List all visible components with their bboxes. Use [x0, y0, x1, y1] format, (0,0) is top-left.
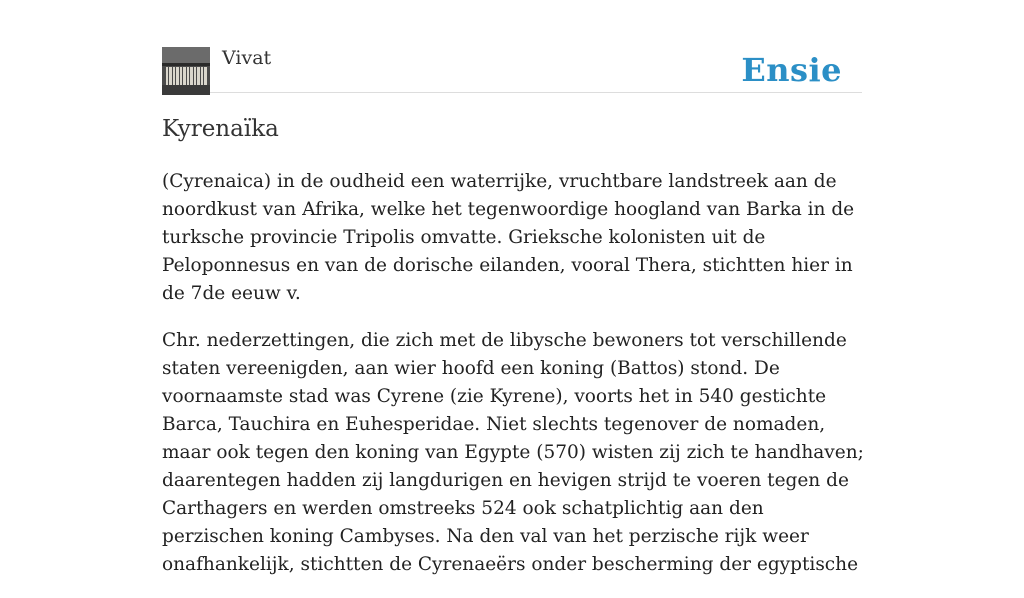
bookshelf-avatar-icon [162, 47, 210, 95]
article-title: Kyrenaïka [162, 116, 279, 142]
article-body [162, 168, 867, 598]
user-avatar[interactable] [162, 47, 210, 95]
article-paragraph: (Cyrenaica) in de oudheid een waterrijke, vruchtbare landstreek aan de noordkust van Afrika, welke het tegenwoordige hoogland van Barka in de turksche provincie Tripolis omvatte. Grieksche kolonisten uit de Peloponnesus en van de dorische eilanden, vooral Thera, stichtten hier in de 7de eeuw v. [162, 171, 855, 304]
username[interactable]: Vivat [222, 47, 272, 69]
brand-logo[interactable]: Ensie [741, 51, 842, 89]
header [162, 44, 862, 93]
article-paragraph: Chr. nederzettingen, die zich met de libysche bewoners tot verschillende staten vereenigden, aan wier hoofd een koning (Battos) stond. De voornaamste stad was Cyrene (zie Kyrene), voorts het in 540 gestichte Barca, Tauchira en Euhesperidae. Niet slechts tegenover de nomaden, maar ook tegen den koning van Egypte (570) wisten zij zich te handhaven; daarentegen hadden zij langdurigen en hevigen strijd te voeren tegen de Carthagers en werden omstreeks 524 ook schatplichtig aan den perzischen koning Cambyses. Na den val van het perzische rijk weer onafhankelijk, stichtten de Cyrenaeërs onder bescherming der egyptische [162, 330, 864, 575]
